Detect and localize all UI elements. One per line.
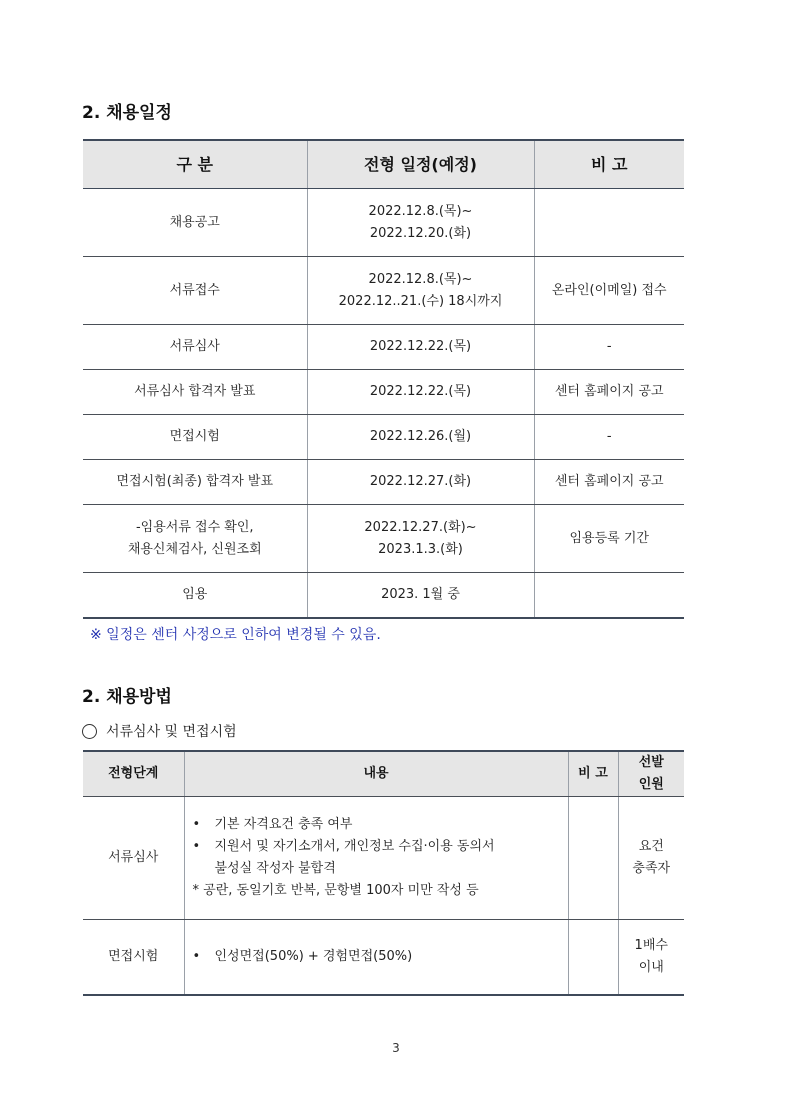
stage-cell: 면접시험(최종) 합격자 발표: [83, 460, 307, 505]
selection-cell: 1배수 이내: [618, 920, 684, 996]
note-cell: [534, 189, 684, 257]
content-cell: [184, 920, 568, 996]
table-row: [83, 797, 684, 920]
note-cell: [534, 573, 684, 619]
stage-cell: 면접시험: [83, 415, 307, 460]
schedule-header-row: [83, 140, 684, 189]
stage-cell: 서류심사: [83, 797, 184, 920]
note-cell: 센터 홈페이지 공고: [534, 370, 684, 415]
circle-bullet-icon: [82, 724, 97, 739]
bullet-icon: •: [192, 817, 201, 832]
header-selection: 선발 인원: [618, 751, 684, 797]
date-cell: 2022.12.26.(월): [307, 415, 534, 460]
stage-cell: 서류접수: [83, 257, 307, 325]
note-cell: [568, 797, 618, 920]
note-cell: 센터 홈페이지 공고: [534, 460, 684, 505]
method-subheading: [82, 721, 237, 741]
note-cell: 임용등록 기간: [534, 505, 684, 573]
date-cell: 2022.12.27.(화)~ 2023.1.3.(화): [307, 505, 534, 573]
method-heading: 2. 채용방법: [82, 687, 172, 707]
note-cell: [568, 920, 618, 996]
content-cell: [184, 797, 568, 920]
header-remarks: 비 고: [534, 140, 684, 189]
stage-cell: 면접시험: [83, 920, 184, 996]
method-header-row: [83, 751, 684, 797]
bullet-icon: •: [192, 949, 201, 964]
list-item: • 지원서 및 자기소개서, 개인정보 수집·이용 동의서: [193, 836, 560, 858]
table-row: [83, 325, 684, 370]
stage-cell: 임용: [83, 573, 307, 619]
header-content: 내용: [184, 751, 568, 797]
table-row: [83, 370, 684, 415]
schedule-heading: 2. 채용일정: [82, 103, 172, 123]
content-remark: * 공란, 동일기호 반복, 문항별 100자 미만 작성 등: [192, 883, 479, 898]
date-cell: 2023. 1월 중: [307, 573, 534, 619]
header-category: 구 분: [83, 140, 307, 189]
method-table: [83, 750, 684, 996]
table-row: [83, 920, 684, 996]
header-schedule: 전형 일정(예정): [307, 140, 534, 189]
table-row: [83, 505, 684, 573]
schedule-footnote: ※ 일정은 센터 사정으로 인하여 변경될 수 있음.: [90, 627, 381, 643]
note-cell: -: [534, 415, 684, 460]
table-row: [83, 573, 684, 619]
list-item: • 기본 자격요건 충족 여부: [193, 814, 560, 836]
stage-cell: 서류심사: [83, 325, 307, 370]
stage-cell: 채용공고: [83, 189, 307, 257]
table-row: [83, 460, 684, 505]
note-cell: -: [534, 325, 684, 370]
note-cell: 온라인(이메일) 접수: [534, 257, 684, 325]
date-cell: 2022.12.22.(목): [307, 370, 534, 415]
table-row: [83, 257, 684, 325]
date-cell: 2022.12.8.(목)~ 2022.12.20.(화): [307, 189, 534, 257]
bullet-icon: •: [192, 839, 201, 854]
date-cell: 2022.12.22.(목): [307, 325, 534, 370]
stage-cell: -임용서류 접수 확인, 채용신체검사, 신원조회: [83, 505, 307, 573]
list-item-continuation: 불성실 작성자 불합격: [214, 861, 336, 876]
page-number: 3: [392, 1041, 400, 1055]
table-row: [83, 189, 684, 257]
header-note: 비 고: [568, 751, 618, 797]
method-subheading-text: 서류심사 및 면접시험: [106, 724, 237, 740]
list-item: • 인성면접(50%) + 경험면접(50%): [193, 946, 560, 968]
stage-cell: 서류심사 합격자 발표: [83, 370, 307, 415]
selection-cell: 요건 충족자: [618, 797, 684, 920]
header-stage: 전형단계: [83, 751, 184, 797]
date-cell: 2022.12.8.(목)~ 2022.12..21.(수) 18시까지: [307, 257, 534, 325]
schedule-table: [83, 139, 684, 619]
table-row: [83, 415, 684, 460]
date-cell: 2022.12.27.(화): [307, 460, 534, 505]
